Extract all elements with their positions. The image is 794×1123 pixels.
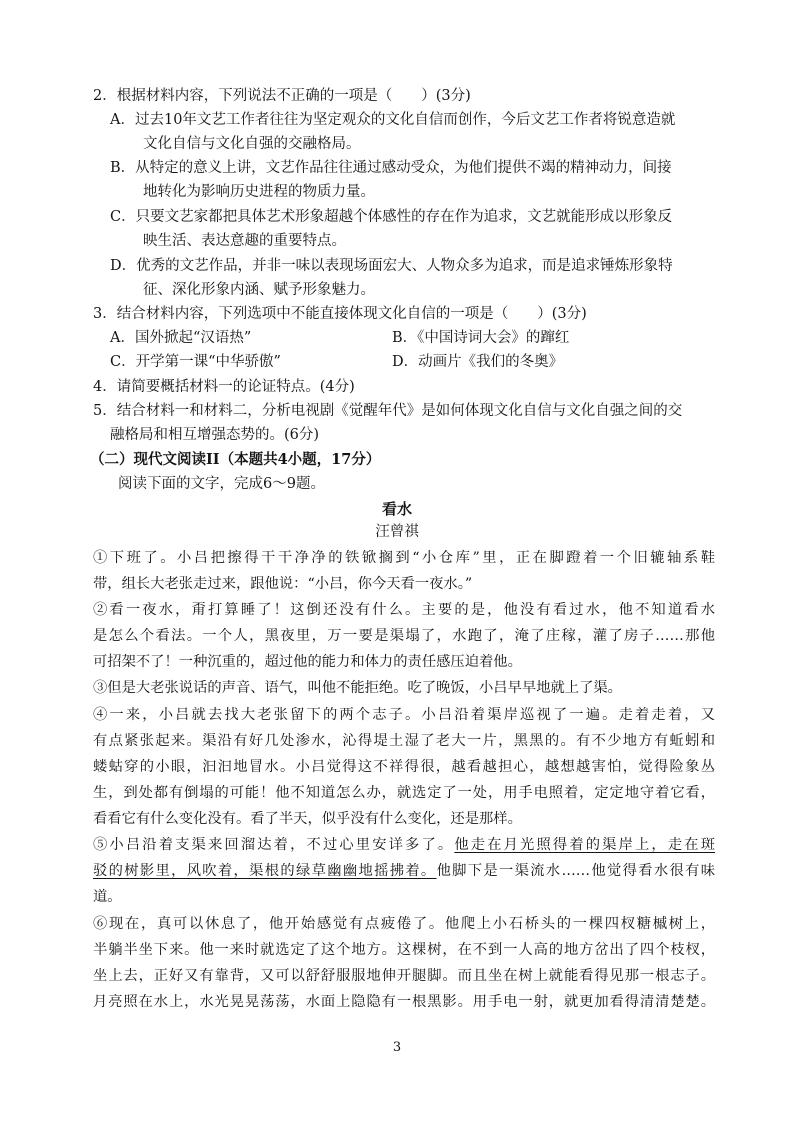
- question-2-stem: 2．根据材料内容，下列说法不正确的一项是（ ）(3分): [93, 88, 471, 104]
- story-paragraph-3-line: ③但是大老张说话的声音、语气，叫他不能拒绝。吃了晚饭，小吕早早地就上了渠。: [93, 680, 622, 696]
- story-paragraph-2-line: 可招架不了！一种沉重的，超过他的能力和体力的责任感压迫着他。: [93, 654, 522, 670]
- story-paragraph-4-line: 蝼蛄穿的小眼，汩汩地冒水。小吕觉得这不祥得很，越看越担心，越想越害怕，觉得险象丛: [93, 759, 715, 775]
- story-paragraph-1-line: 带，组长大老张走过来，跟他说：“小吕，你今天看一夜水。”: [93, 576, 473, 592]
- question-3-option-b: B．《中国诗词大会》的蹿红: [392, 330, 570, 346]
- story-text: 他脚下是一渠流水……他觉得看水很有味: [436, 863, 716, 879]
- question-5-cont: 融格局和相互增强态势的。(6分): [110, 427, 320, 443]
- question-2-option-d-cont: 征、深化形象内涵、赋予形象魅力。: [143, 282, 375, 298]
- question-2-option-a-cont: 文化自信与文化自强的交融格局。: [143, 136, 361, 152]
- question-2-option-b: B．从特定的意义上讲，文艺作品往往通过感动受众，为他们提供不竭的精神动力，间接: [110, 160, 672, 176]
- question-3-option-c: C．开学第一课“中华骄傲”: [110, 354, 281, 370]
- story-paragraph-4-line: ④一来，小吕就去找大老张留下的两个志子。小吕沿着渠岸巡视了一遍。走着走着，又: [93, 707, 715, 723]
- story-paragraph-4-line: 看看它有什么变化没有。看了半天，似乎没有什么变化，还是那样。: [93, 811, 522, 827]
- story-paragraph-5-line: [93, 834, 715, 856]
- question-2-option-d: D．优秀的文艺作品，并非一味以表现场面宏大、人物众多为追求，而是追求锤炼形象特: [110, 258, 673, 274]
- question-3-option-d: D．动画片《我们的冬奥》: [392, 354, 564, 370]
- section-heading: （二）现代文阅读II（本题共4小题，17分）: [90, 451, 381, 468]
- story-author: 汪曾祺: [375, 524, 419, 540]
- story-paragraph-5-line: [93, 860, 715, 882]
- story-paragraph-6-line: 坐上去，正好又有靠背，又可以舒舒服服地伸开腿脚。而且坐在树上就能看得见那一根志子。: [93, 968, 715, 984]
- story-paragraph-6-line: 半躺半坐下来。他一来时就选定了这个地方。这棵树，在不到一人高的地方岔出了四个枝杈，: [93, 942, 715, 958]
- story-paragraph-6-line: ⑥现在，真可以休息了，他开始感觉有点疲倦了。他爬上小石桥头的一棵四杈糖槭树上，: [93, 916, 715, 932]
- story-title: 看水: [381, 500, 412, 518]
- question-2-option-c: C．只要文艺家都把具体艺术形象超越个体感性的存在作为追求，文艺就能形成以形象反: [110, 209, 673, 225]
- story-paragraph-2-line: ②看一夜水，甭打算睡了！这倒还没有什么。主要的是，他没有看过水，他不知道看水: [93, 602, 715, 618]
- story-paragraph-6-line: 月亮照在水上，水光晃晃荡荡，水面上隐隐有一根黑影。用手电一射，就更加看得清清楚楚。: [93, 994, 715, 1010]
- story-paragraph-4-line: 有点紧张起来。渠沿有好几处渗水，沁得堤土湿了老大一片，黑黑的。有不少地方有蚯蚓和: [93, 733, 715, 749]
- question-3-stem: 3．结合材料内容，下列选项中不能直接体现文化自信的一项是（ ）(3分): [93, 306, 587, 322]
- story-paragraph-1-line: ①下班了。小吕把擦得干干净净的铁锨搁到“小仓库”里，正在脚蹬着一个旧辘轴系鞋: [93, 550, 715, 566]
- question-4: 4．请简要概括材料一的论证特点。(4分): [93, 379, 355, 395]
- story-paragraph-4-line: 生，到处都有倒塌的可能！他不知道怎么办，就选定了一处，用手电照着，定定地守着它看，: [93, 785, 715, 801]
- page-number: 3: [392, 1040, 402, 1055]
- question-5: 5．结合材料一和材料二，分析电视剧《觉醒年代》是如何体现文化自信与文化自强之间的交: [93, 403, 683, 419]
- question-3-option-a: A．国外掀起“汉语热”: [110, 330, 252, 346]
- underlined-sentence: 驳的树影里，风吹着，渠根的绿草幽幽地摇拂着。: [93, 863, 437, 879]
- question-2-option-c-cont: 映生活、表达意趣的重要特点。: [143, 233, 346, 249]
- question-2-option-a: A．过去10年文艺工作者往往为坚定观众的文化自信而创作，今后文艺工作者将锐意造就: [110, 112, 676, 128]
- underlined-sentence: 他走在月光照得着的渠岸上，走在斑: [454, 837, 716, 853]
- story-text: ⑤小吕沿着支渠来回溜达着，不过心里安详多了。: [93, 837, 455, 853]
- section-instruction: 阅读下面的文字，完成6～9题。: [118, 476, 325, 492]
- story-paragraph-2-line: 是怎么个看法。一个人，黑夜里，万一要是渠塌了，水跑了，淹了庄稼，灌了房子……那他: [93, 628, 715, 644]
- story-paragraph-5-line: 道。: [93, 889, 122, 905]
- question-2-option-b-cont: 地转化为影响历史进程的物质力量。: [143, 184, 375, 200]
